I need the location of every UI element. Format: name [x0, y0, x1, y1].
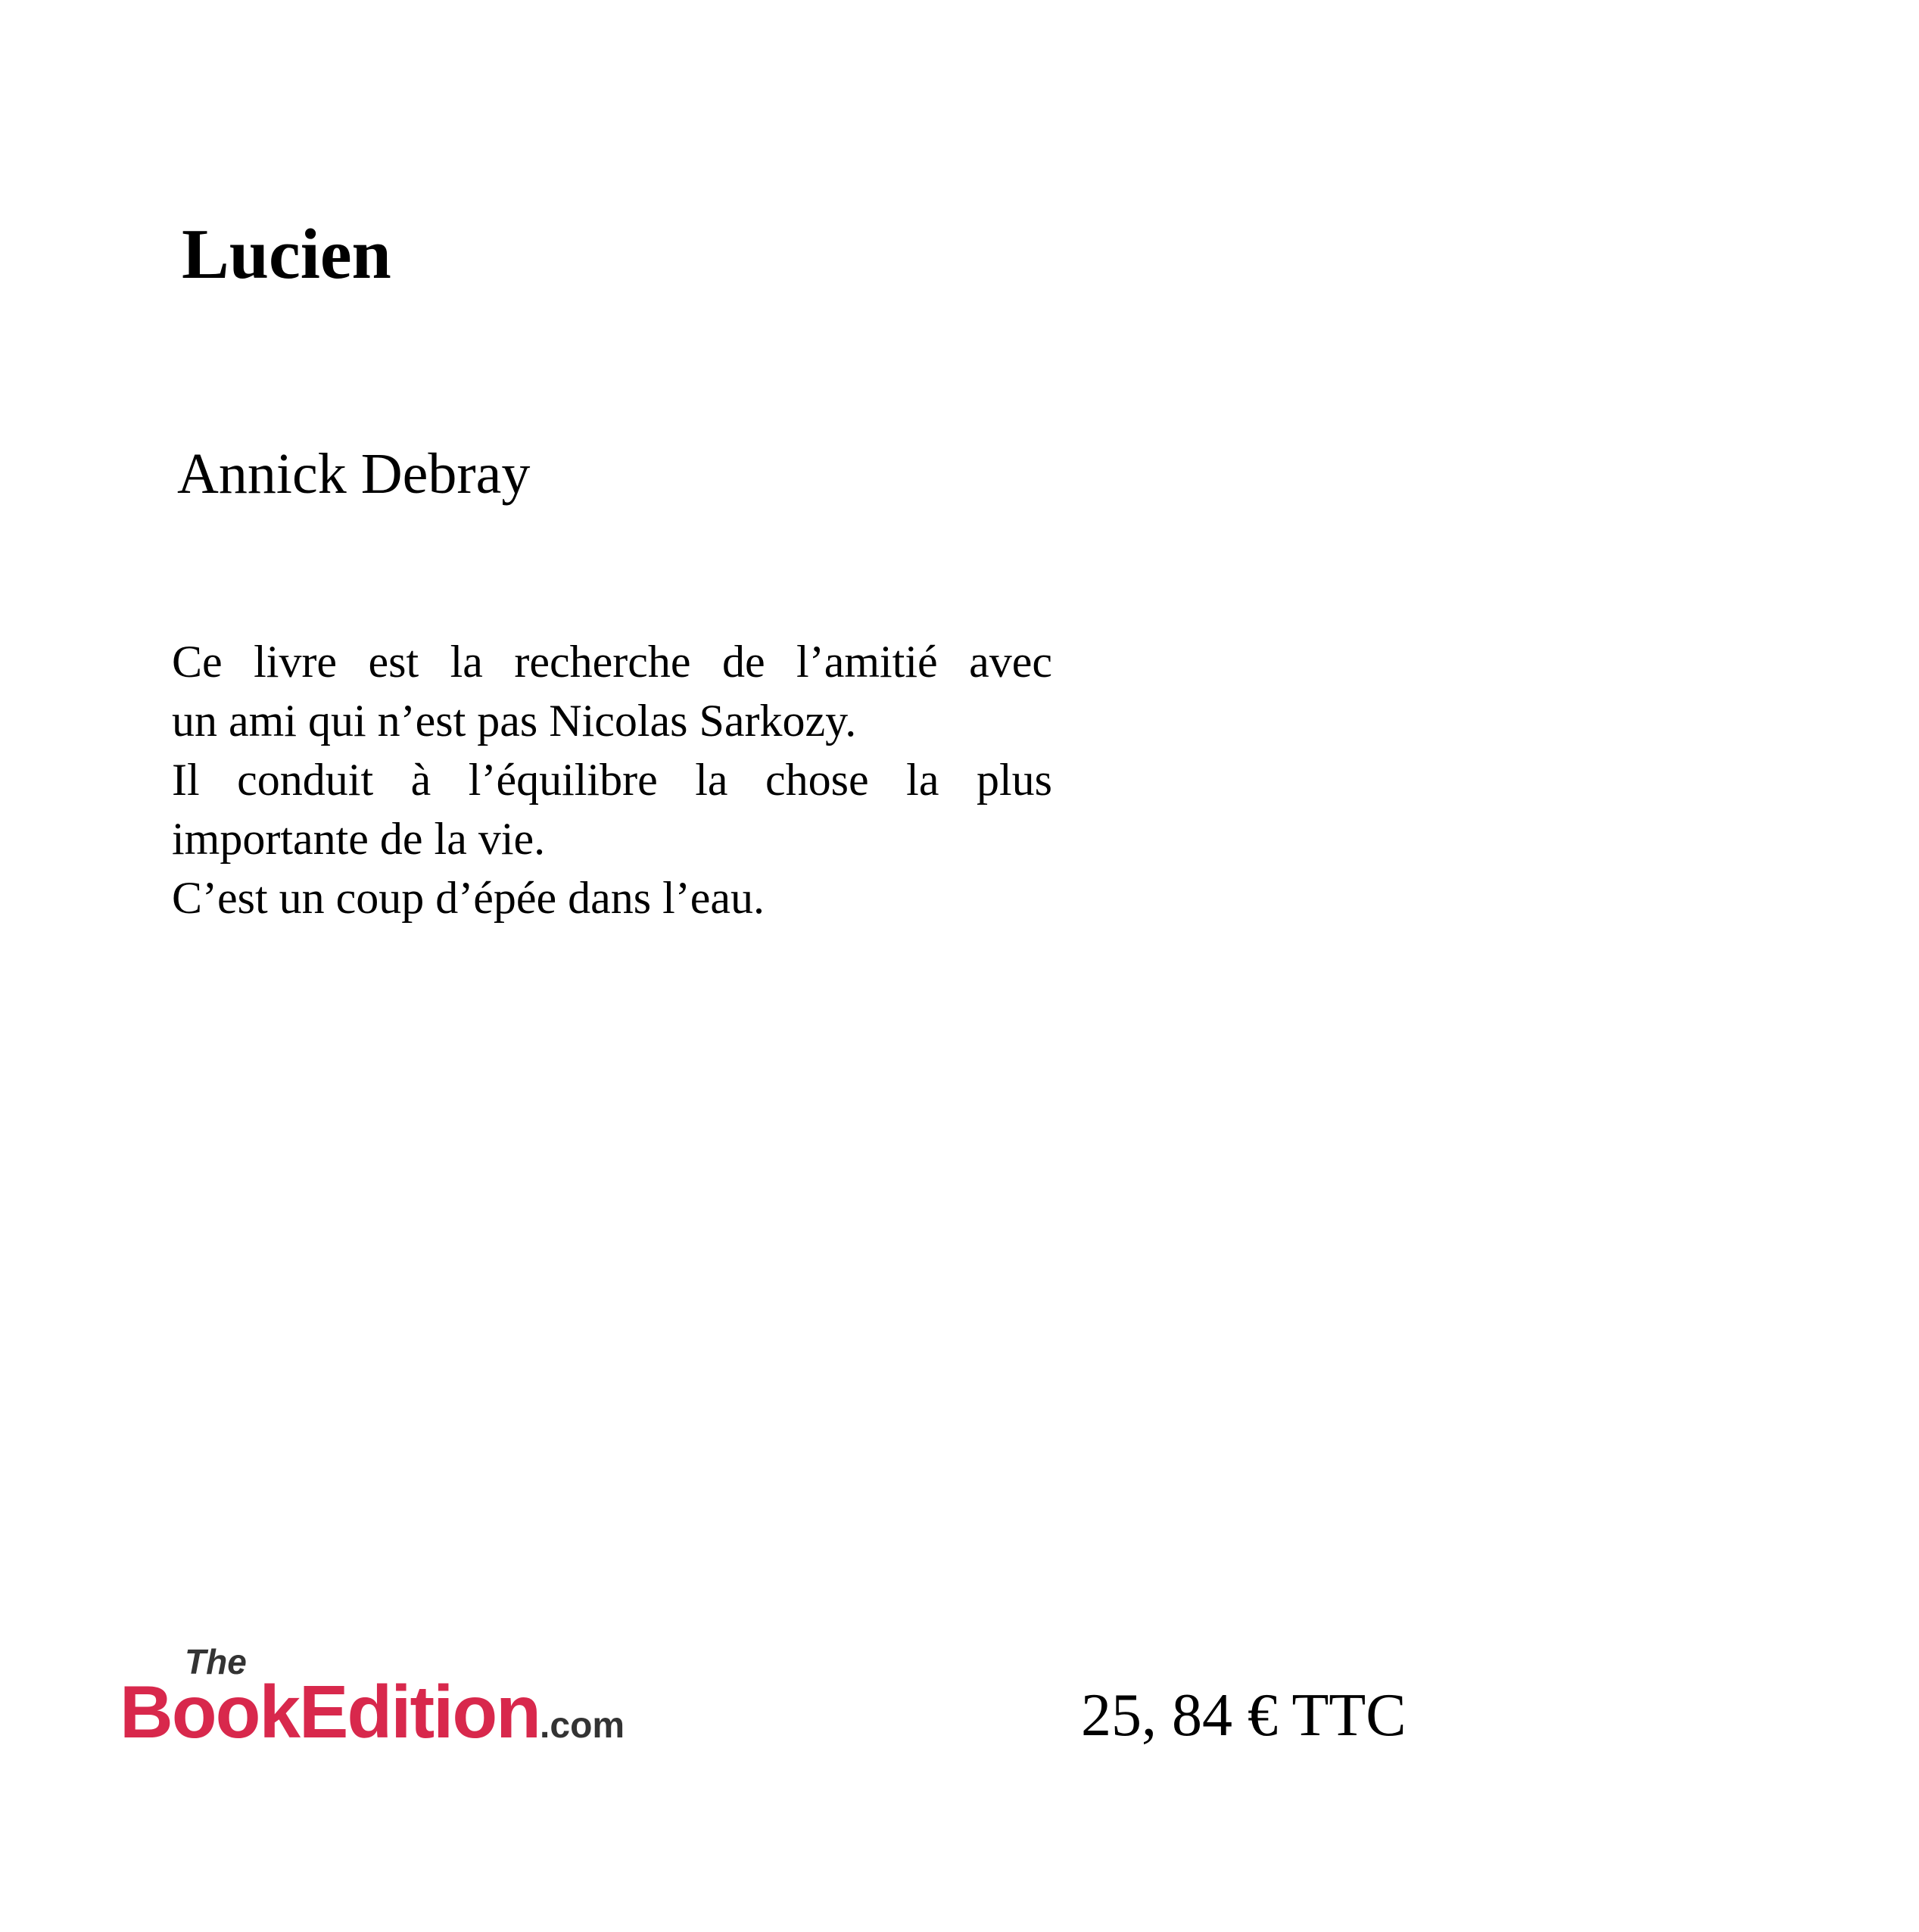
logo-main-text: BookEdition: [120, 1670, 540, 1753]
logo-the: The: [185, 1642, 247, 1681]
price: 25, 84 € TTC: [1081, 1682, 1407, 1749]
book-title: Lucien: [182, 215, 391, 294]
blurb-line: C’est un coup d’épée dans l’eau.: [172, 873, 765, 923]
blurb-line: Il conduit à l’équilibre la chose la plus: [172, 755, 1052, 805]
logo-wordmark: [120, 1670, 625, 1753]
publisher-logo: [120, 1642, 680, 1753]
blurb-line: importante de la vie.: [172, 814, 546, 864]
blurb-line: un ami qui n’est pas Nicolas Sarkozy.: [172, 696, 857, 746]
book-author: Annick Debray: [177, 442, 531, 506]
book-blurb: [172, 632, 1052, 927]
blurb-line: Ce livre est la recherche de l’amitié avec: [172, 637, 1052, 687]
logo-suffix: .com: [540, 1706, 625, 1746]
